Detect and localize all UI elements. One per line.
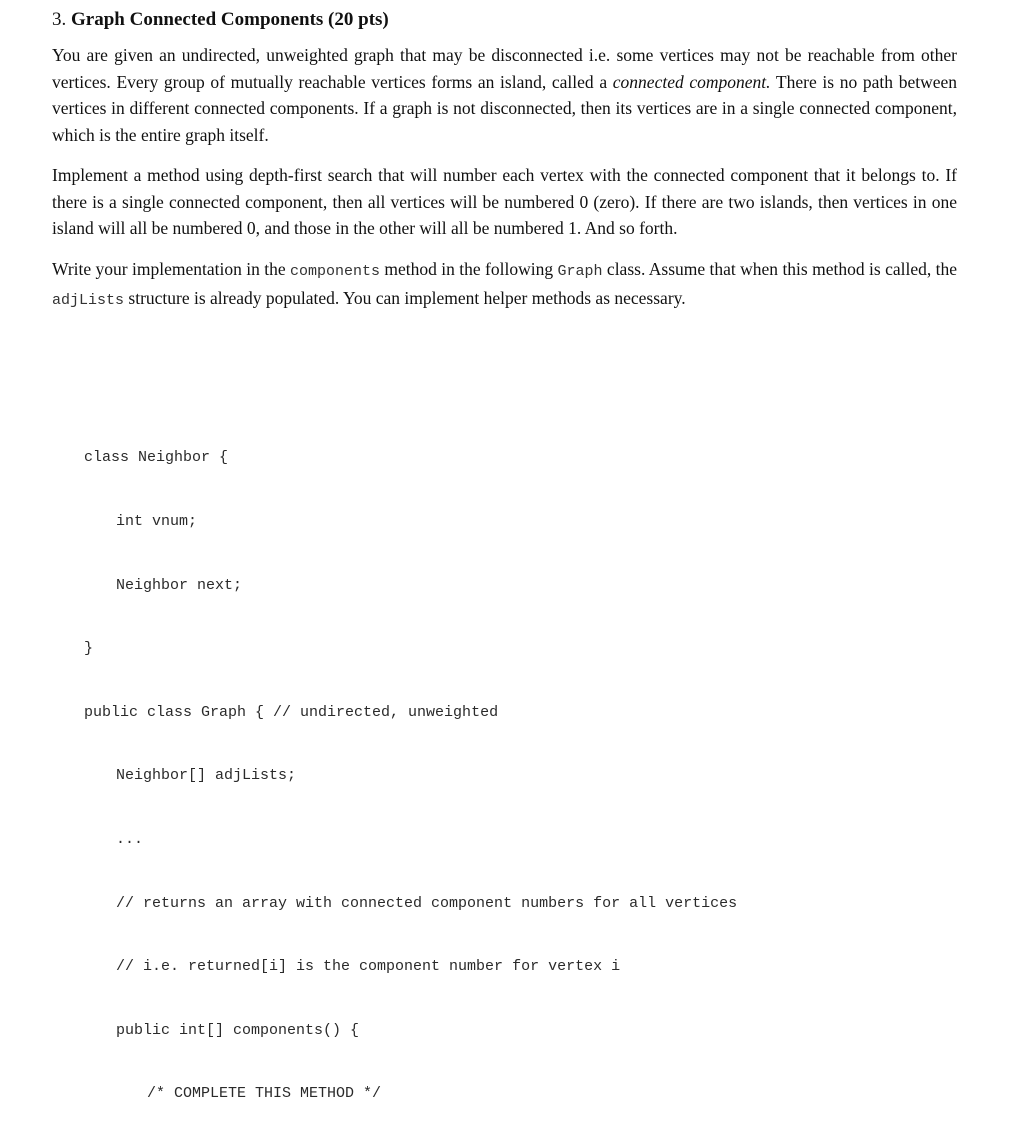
paragraph-task-description [52,162,957,242]
paragraph-3-text-4: structure is already populated. You can implement helper methods as necessary. [124,288,686,308]
question-number: 3. [52,9,67,30]
code-line-9: // i.e. returned[i] is the component number for vertex i [116,958,621,976]
paragraph-1-text-after: There is no path between vertices in different connected components. If a graph is not disconnected, then its vertices are in a single connected component, which is the entire graph itself. [52,71,958,145]
paragraph-3-text-2: method in the following [380,258,558,279]
code-line-7: ... [116,830,144,848]
paragraph-3-text-3: class. Assume that when this method is called, the [602,258,957,279]
inline-code-adjlists: adjLists [52,292,125,309]
code-line-8: // returns an array with connected component numbers for all vertices [116,894,738,912]
question-title: Graph Connected Components (20 pts) [71,9,389,30]
paragraph-problem-description [52,42,957,148]
code-line-4: } [84,640,94,658]
code-line-1: class Neighbor { [84,449,229,467]
paragraph-1-text-before: You are given an undirected, unweighted graph that may be disconnected i.e. some vertices may not be reachable from other vertices. Every group of mutually reachable vertices forms an island, called a [52,45,957,92]
code-line-10: public int[] components() { [116,1021,360,1039]
paragraph-implementation-notes [52,256,957,315]
paragraph-3-text-1: Write your implementation in the [52,258,290,279]
paragraph-1-emphasis: connected component. [612,71,771,92]
code-line-5: public class Graph { // undirected, unweighted [84,703,499,721]
question-content [52,8,957,329]
code-line-6: Neighbor[] adjLists; [116,767,297,785]
inline-code-components: components [290,262,381,280]
code-line-2: int vnum; [116,513,198,530]
code-line-11: /* COMPLETE THIS METHOD */ [147,1085,382,1103]
question-heading [52,8,957,32]
inline-code-graph: Graph [557,262,603,280]
code-listing [84,405,737,1126]
paragraph-2-text: Implement a method using depth-first search that will number each vertex with the connected component that it belongs to. If there is a single connected component, then all vertices will be numbered 0 (zero). If there are two islands, then vertices in one island will all be numbered 0, and those in the other will all be numbered 1. And so forth. [52,165,957,238]
code-line-3: Neighbor next; [116,576,243,594]
